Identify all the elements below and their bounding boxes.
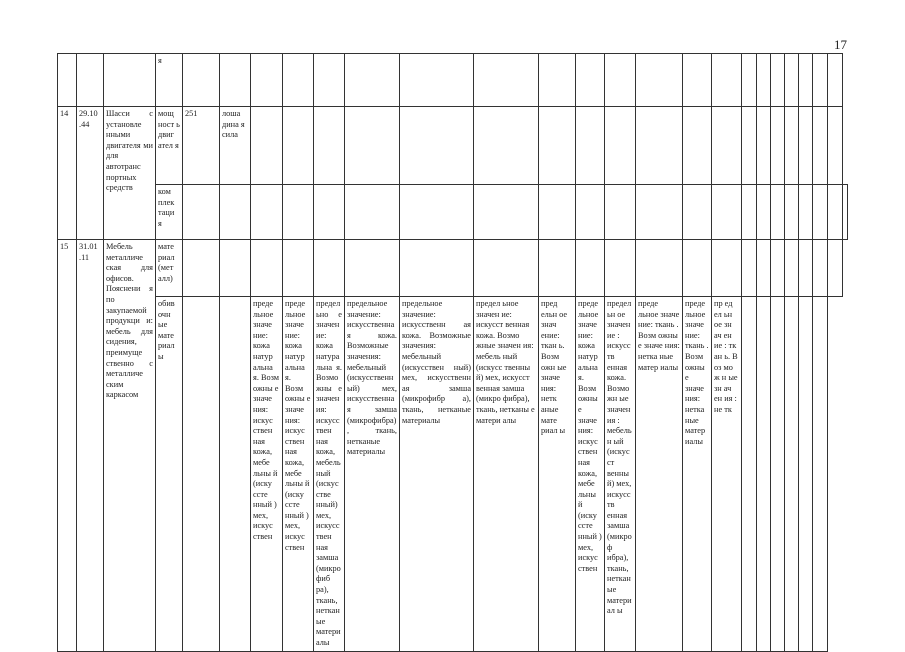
- product-name: Шасси с установле нными двигателя ми для автотранс портных средств: [104, 107, 156, 240]
- characteristic-name: мате риал (мет алл): [156, 240, 183, 297]
- value-cell: предел ьное значен ие: искусст венная кожа. Возмо жные значен ия: мебель ный (искусс твенны й) мех, искусст венная замша (микро фибра), ткань, нетканы е матери алы: [474, 297, 539, 652]
- value-cell: предельно е значение: кожа натуральна я. Возможны е значения: искусствен ная кожа, мебельный (искусстве нный) мех, искусствен ная замша (микрофиб ра), ткань, нетканые материалы: [314, 297, 345, 652]
- okpd-code: 29.10 .44: [77, 107, 104, 240]
- table-row: [58, 240, 848, 297]
- table-cell: я: [156, 54, 183, 107]
- value-cell: предельн ое значение : искусств енная кожа. Возможн ые значения : мебельн ый (искусст венный) мех, искусств енная замша (микроф ибра), ткань, нетканые материал ы: [605, 297, 636, 652]
- table-row: [58, 107, 848, 185]
- value-cell: предельное значение: искусственн ая кожа. Возможные значения: мебельный (искусствен ный) мех, искусственн ая замша (микрофибр а), ткань, нетканые материалы: [400, 297, 474, 652]
- value-cell: преде льное значе ние: кожа натур альна я. Возм ожны е значе ния: искус ствен ная кожа, мебе льны й (иску ссте нный ) мех, искус ствен: [251, 297, 283, 652]
- okei-code: 251: [183, 107, 220, 185]
- value-cell: преде льное значе ние: ткань . Возм ожны е значе ния: нетка ные матер иалы: [636, 297, 683, 652]
- characteristic-name: обив очн ые мате риал ы: [156, 297, 183, 652]
- product-name: Мебель металличе ская для офисов. Пояснени я по закупаемой продукци и: мебель для сидения, преимуще ственно с металличе ским каркасом: [104, 240, 156, 652]
- value-cell: преде льное значе ние: кожа натур альна я. Возм ожны е значе ния: искус ствен ная кожа, мебе льны й (иску ссте нный ) мех, искус ствен: [576, 297, 605, 652]
- unit-name: лоша дина я сила: [220, 107, 251, 185]
- value-cell: преде льное значе ние: кожа натур альна я. Возм ожны е значе ния: искус ствен ная кожа, мебе льны й (иску ссте нный ) мех, искус ствен: [283, 297, 314, 652]
- characteristic-name: ком плек таци я: [156, 185, 183, 240]
- characteristic-name: мощ ност ь двиг ател я: [156, 107, 183, 185]
- page-number: 17: [834, 37, 847, 52]
- table-row: [58, 185, 848, 240]
- row-number: 15: [58, 240, 77, 652]
- table-row: [58, 297, 848, 652]
- row-number: 14: [58, 107, 77, 240]
- procurement-table: [57, 53, 848, 652]
- value-cell: преде льное значе ние: ткань . Возм ожны е значе ния: нетка ные матер иалы: [683, 297, 712, 652]
- value-cell: пр ед ел ьн ое зн ач ен ие : тк ан ь. В оз мо ж н ые зн ач ен ия : не тк: [712, 297, 742, 652]
- value-cell: предельное значение: искусственная кожа. Возможные значения: мебельный (искусственный) мех, искусственная замша (микрофибра), ткань, нетканые материалы: [345, 297, 400, 652]
- value-cell: пред ельн ое знач ение: ткан ь. Возм ожн ые значе ния: нетк аные мате риал ы: [539, 297, 576, 652]
- table-row: [58, 54, 848, 107]
- okpd-code: 31.01 .11: [77, 240, 104, 652]
